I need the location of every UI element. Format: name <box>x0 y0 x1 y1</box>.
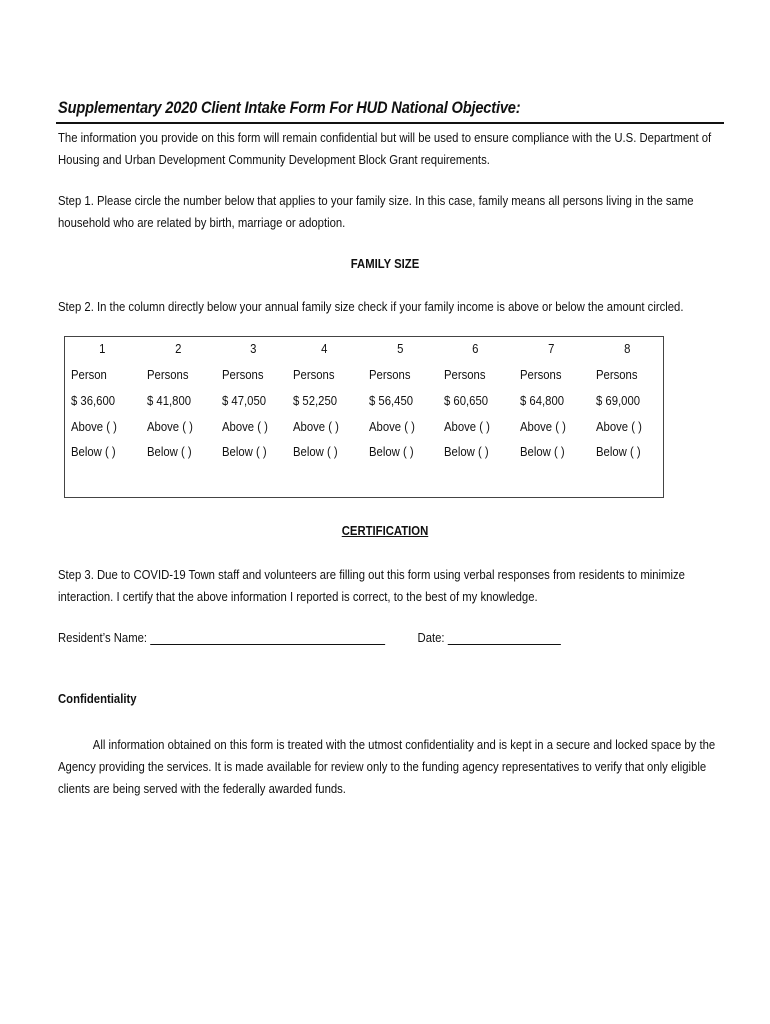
family-size-number[interactable]: 1 <box>99 341 106 356</box>
above-checkbox[interactable]: Above ( ) <box>520 419 566 434</box>
family-size-number[interactable]: 4 <box>321 341 328 356</box>
family-size-number[interactable]: 7 <box>548 341 555 356</box>
family-size-label: Persons <box>222 367 264 382</box>
title-divider <box>56 122 724 124</box>
step2-paragraph: Step 2. In the column directly below your annual family size check if your family income is above or below the amount circled. <box>58 299 684 314</box>
resident-name-field[interactable] <box>150 628 385 645</box>
income-amount: $ 36,600 <box>71 393 116 408</box>
income-amount: $ 41,800 <box>147 393 192 408</box>
below-checkbox[interactable]: Below ( ) <box>293 444 338 459</box>
resident-name-label: Resident’s Name: <box>58 630 148 645</box>
confidentiality-heading: Confidentiality <box>58 691 137 706</box>
family-size-label: Persons <box>369 367 411 382</box>
above-checkbox[interactable]: Above ( ) <box>444 419 490 434</box>
family-size-number[interactable]: 5 <box>397 341 404 356</box>
income-amount: $ 52,250 <box>293 393 338 408</box>
family-size-label: Persons <box>520 367 562 382</box>
family-size-label: Persons <box>596 367 638 382</box>
date-label: Date: <box>417 630 445 645</box>
confidentiality-paragraph: All information obtained on this form is treated with the utmost confidentiality and is kept in a secure and locked space by the Agency providing the services. It is made available for review only to the funding agency representatives to verify that only eligible clients are being served with the federally awarded funds. <box>58 737 716 796</box>
above-checkbox[interactable]: Above ( ) <box>71 419 117 434</box>
signature-row <box>58 628 561 645</box>
family-size-number[interactable]: 2 <box>175 341 182 356</box>
income-amount: $ 60,650 <box>444 393 489 408</box>
family-size-label: Persons <box>444 367 486 382</box>
family-size-number[interactable]: 3 <box>250 341 257 356</box>
family-size-label: Person <box>71 367 107 382</box>
above-checkbox[interactable]: Above ( ) <box>369 419 415 434</box>
income-amount: $ 56,450 <box>369 393 414 408</box>
below-checkbox[interactable]: Below ( ) <box>596 444 641 459</box>
intro-paragraph: The information you provide on this form will remain confidential but will be used to ensure compliance with the U.S. Department of Housing and Urban Development Community Development Block Grant requirements. <box>58 130 712 167</box>
below-checkbox[interactable]: Below ( ) <box>222 444 267 459</box>
below-checkbox[interactable]: Below ( ) <box>444 444 489 459</box>
below-checkbox[interactable]: Below ( ) <box>147 444 192 459</box>
income-amount: $ 64,800 <box>520 393 565 408</box>
family-size-number[interactable]: 6 <box>472 341 479 356</box>
above-checkbox[interactable]: Above ( ) <box>293 419 339 434</box>
below-checkbox[interactable]: Below ( ) <box>71 444 116 459</box>
income-amount: $ 47,050 <box>222 393 267 408</box>
below-checkbox[interactable]: Below ( ) <box>520 444 565 459</box>
below-checkbox[interactable]: Below ( ) <box>369 444 414 459</box>
above-checkbox[interactable]: Above ( ) <box>222 419 268 434</box>
family-size-number[interactable]: 8 <box>624 341 631 356</box>
family-size-label: Persons <box>293 367 335 382</box>
above-checkbox[interactable]: Above ( ) <box>596 419 642 434</box>
income-amount: $ 69,000 <box>596 393 641 408</box>
step3-paragraph: Step 3. Due to COVID-19 Town staff and volunteers are filling out this form using verbal responses from residents to minimize interaction. I certify that the above information I reported is correct, to the best of my knowledge. <box>58 567 685 604</box>
step1-paragraph: Step 1. Please circle the number below that applies to your family size. In this case, family means all persons living in the same household who are related by birth, marriage or adoption. <box>58 193 694 230</box>
above-checkbox[interactable]: Above ( ) <box>147 419 193 434</box>
income-table <box>64 336 664 498</box>
form-title: Supplementary 2020 Client Intake Form For HUD National Objective: <box>58 98 521 117</box>
family-size-heading: FAMILY SIZE <box>350 256 420 271</box>
family-size-label: Persons <box>147 367 189 382</box>
date-field[interactable] <box>448 628 561 645</box>
certification-heading: CERTIFICATION <box>341 523 429 538</box>
